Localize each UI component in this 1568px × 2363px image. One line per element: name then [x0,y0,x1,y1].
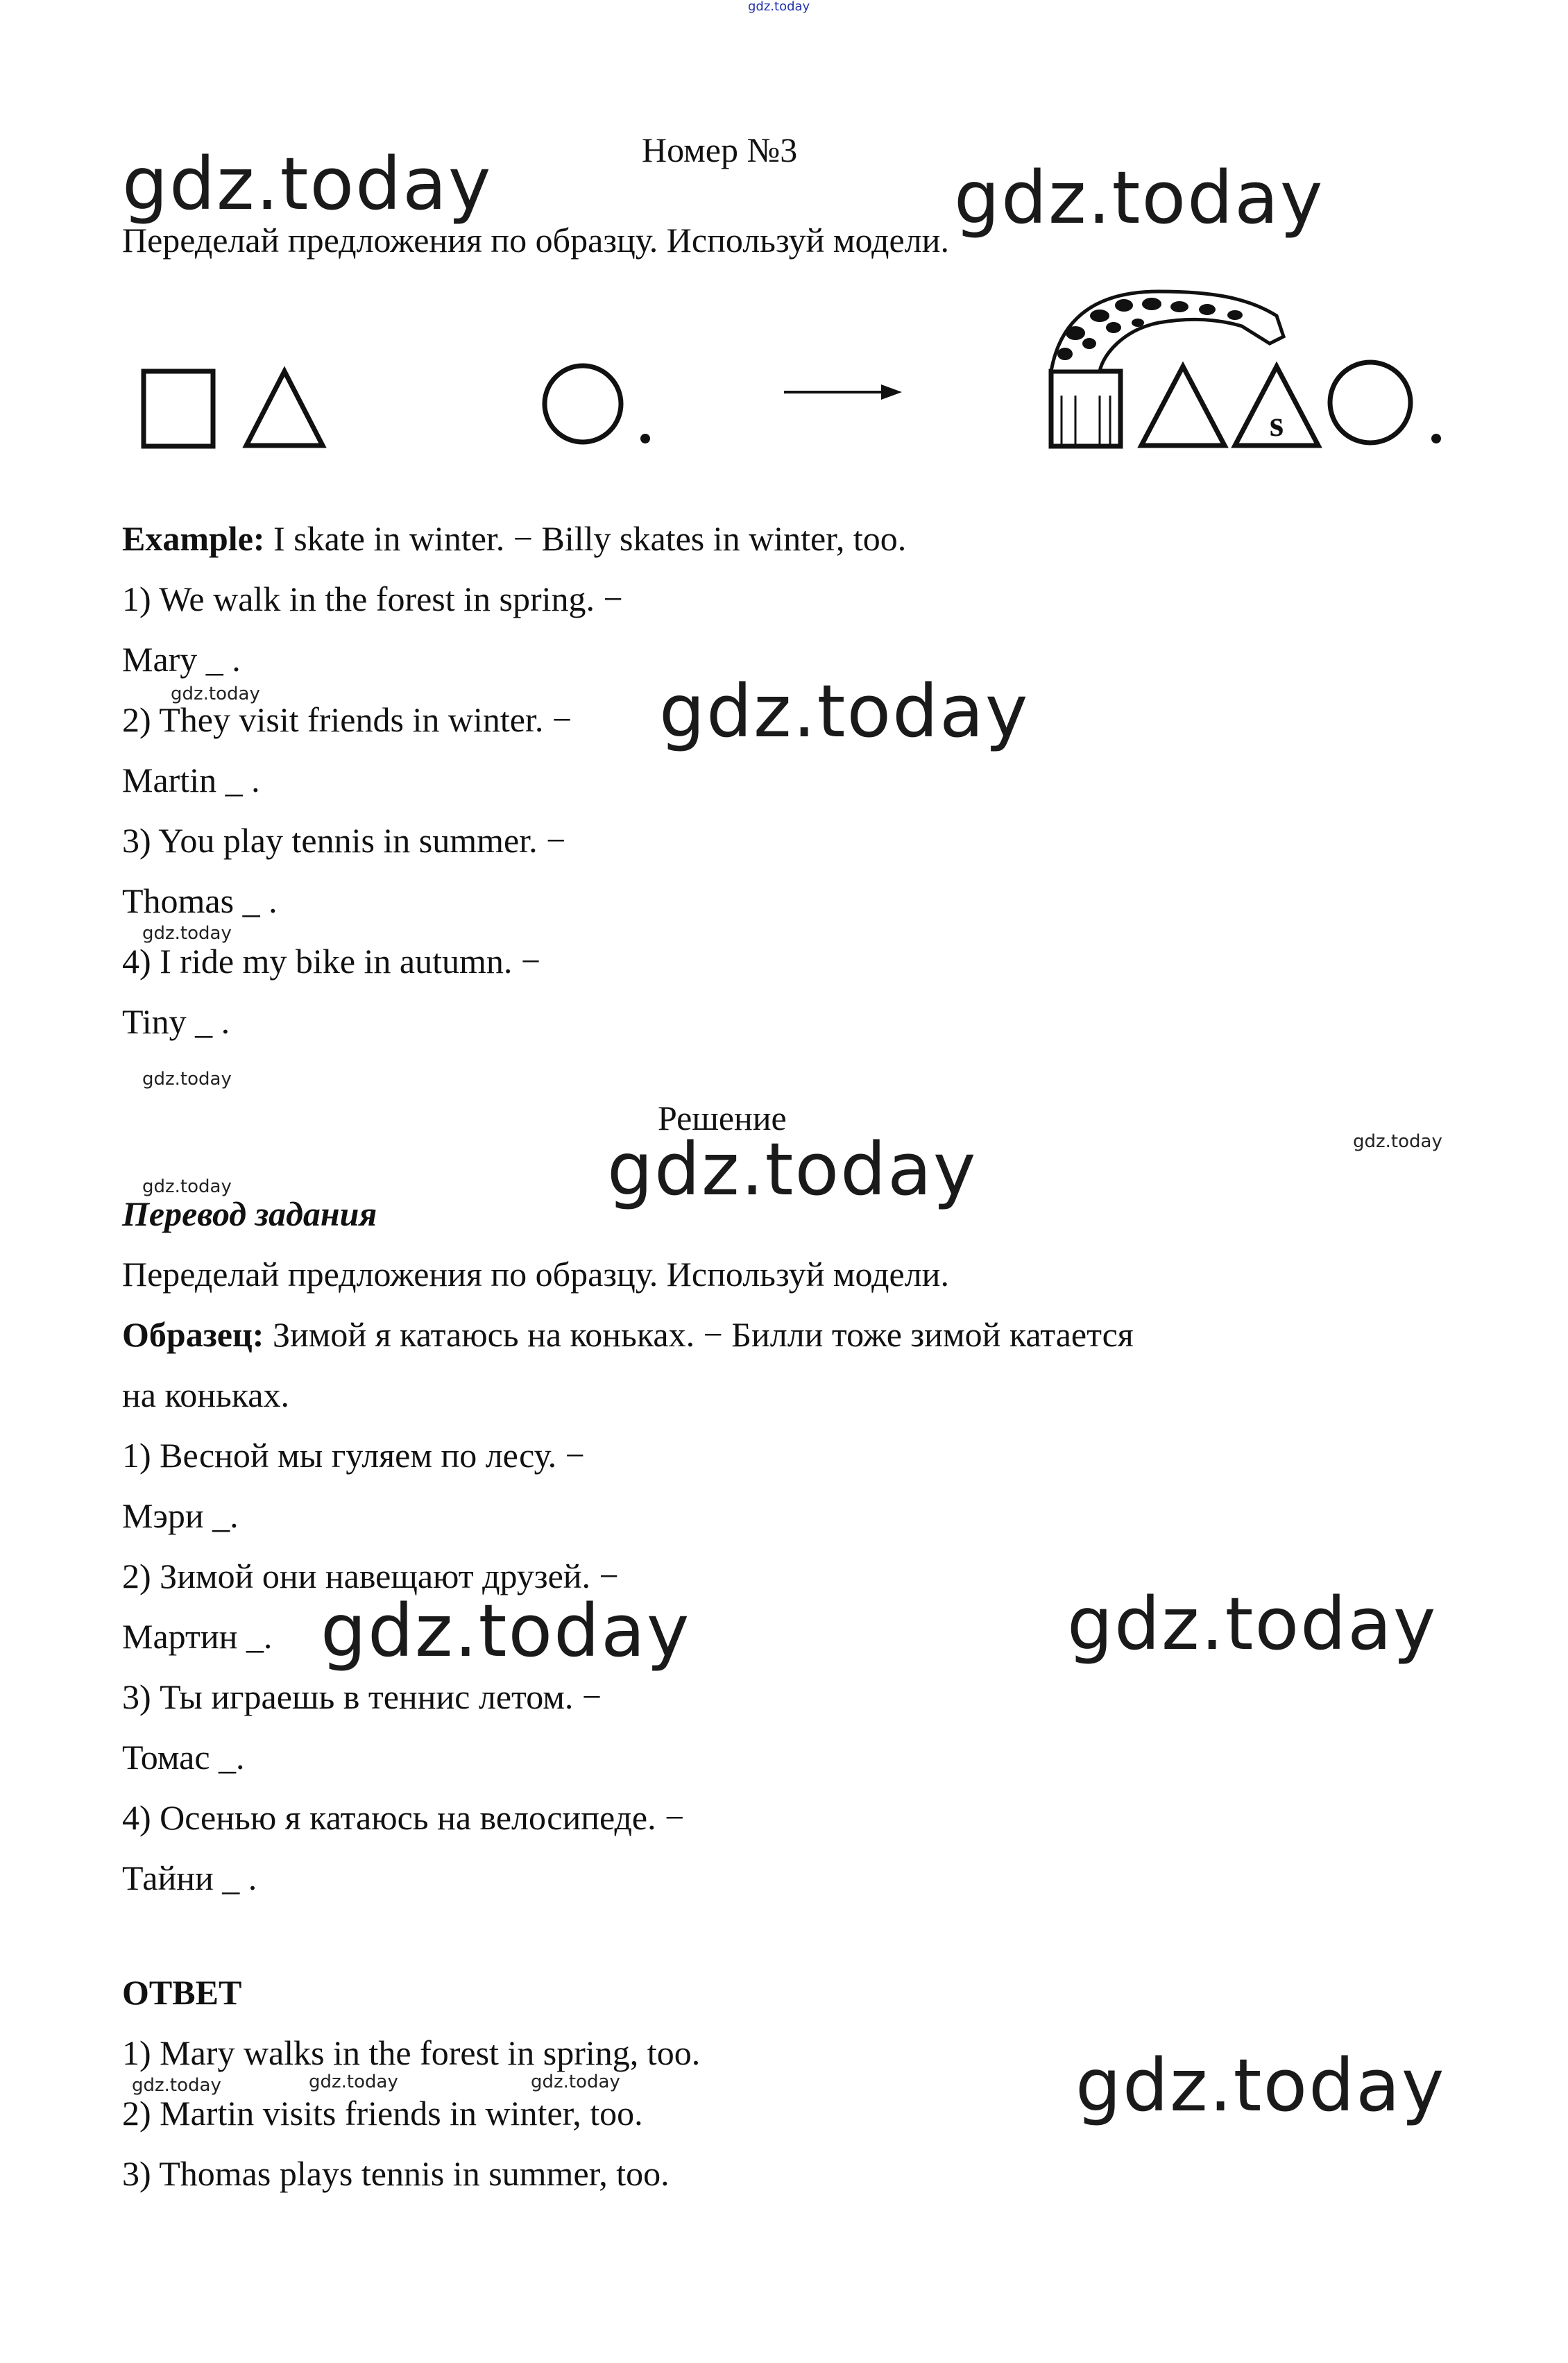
answer-title-text: ОТВЕТ [122,1973,242,2012]
example-text: I skate in winter. − Billy skates in winter, too. [264,519,907,558]
watermark: gdz.today [321,1589,691,1673]
arrow-icon [784,384,902,400]
task-item: 2) They visit friends in winter. − [122,700,572,739]
period-dot [640,434,650,443]
period-dot [1431,434,1441,443]
solution-item: 2) Зимой они навещают друзей. − [122,1557,619,1595]
model-letter: s [1269,405,1284,444]
watermark-small: gdz.today [309,2072,398,2092]
watermark: gdz.today [1075,2043,1446,2128]
watermark-small: gdz.today [132,2075,221,2096]
task-item: 3) You play tennis in summer. − [122,821,566,860]
watermark-small: gdz.today [142,1176,232,1197]
solution-item: Мартин _. [122,1617,273,1656]
solution-example-line [122,1313,1134,1356]
example-label: Example: [122,519,265,558]
task-item: Tiny _ . [122,1002,230,1041]
solution-example-label: Образец: [122,1315,264,1354]
page-title: Номер №3 [642,130,798,169]
example-line [122,517,906,560]
square-shape [144,371,213,446]
triangle-shape [1141,366,1225,446]
task-item: 4) I ride my bike in autumn. − [122,942,541,981]
circle-shape [545,366,621,442]
solution-instruction: Переделай предложения по образцу. Используй модели. [122,1255,949,1294]
watermark: gdz.today [954,155,1324,240]
task-item: 1) We walk in the forest in spring. − [122,579,623,618]
task-item: Thomas _ . [122,881,278,920]
translation-title: Перевод задания [122,1194,377,1233]
answer-title [122,1971,241,2014]
watermark: gdz.today [1067,1582,1438,1666]
watermark-small: gdz.today [142,1069,232,1090]
solution-item: Тайни _ . [122,1858,257,1897]
task-instruction: Переделай предложения по образцу. Используй модели. [122,221,949,260]
answer-item: 1) Mary walks in the forest in spring, too. [122,2033,701,2072]
task-item: Mary _ . [122,640,241,679]
watermark-small: gdz.today [1353,1131,1442,1152]
solution-title: Решение [658,1099,787,1137]
circle-shape [1330,362,1411,443]
solution-example-cont: на коньках. [122,1375,289,1414]
watermark: gdz.today [659,669,1030,754]
task-item: Martin _ . [122,761,260,799]
answer-item: 2) Martin visits friends in winter, too. [122,2094,643,2133]
answer-item: 3) Thomas plays tennis in summer, too. [122,2154,670,2193]
triangle-shape [246,371,323,446]
sentence-model-diagram [132,285,1450,451]
watermark-small: gdz.today [142,923,232,944]
watermark: gdz.today [607,1127,978,1212]
watermark-top: gdz.today [748,0,810,14]
watermark-small: gdz.today [531,2072,620,2092]
solution-example-text: Зимой я катаюсь на коньках. − Билли тоже зимой катается [264,1315,1134,1354]
solution-item: Мэри _. [122,1496,239,1535]
watermark: gdz.today [122,142,493,226]
solution-item: 3) Ты играешь в теннис летом. − [122,1677,602,1716]
solution-item: Томас _. [122,1738,245,1777]
solution-item: 1) Весной мы гуляем по лесу. − [122,1436,585,1475]
solution-item: 4) Осенью я катаюсь на велосипеде. − [122,1798,685,1837]
watermark-small: gdz.today [171,684,260,704]
